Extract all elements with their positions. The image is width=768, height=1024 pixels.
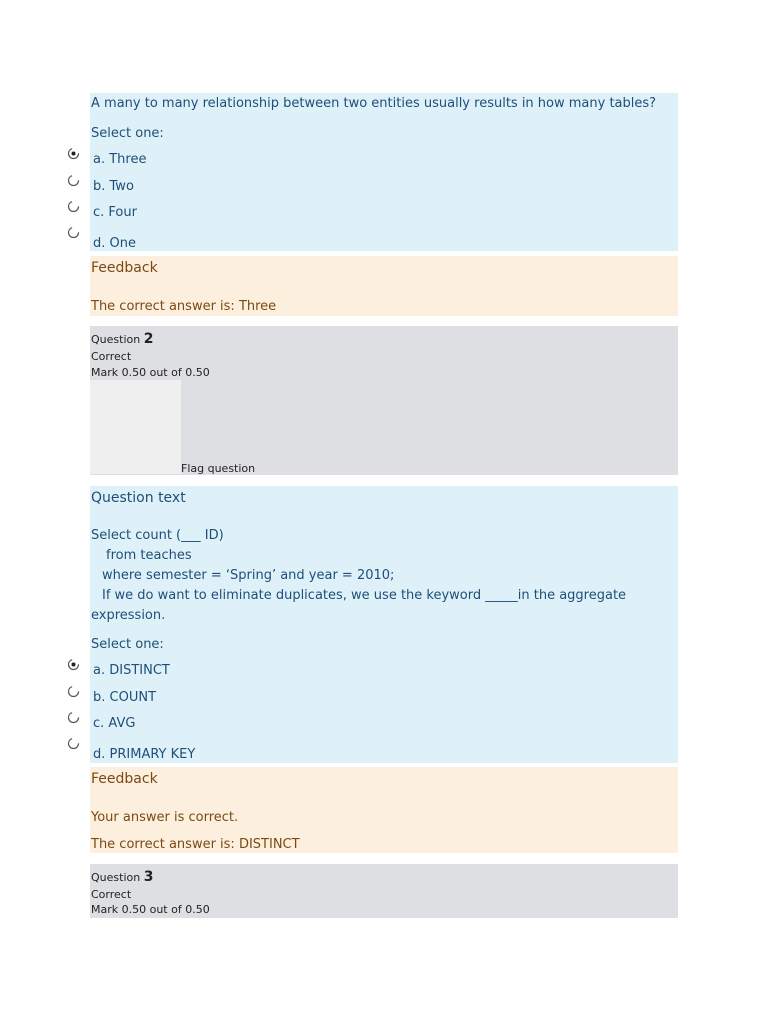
question3-number: 3 xyxy=(143,869,154,885)
question2-option-b[interactable]: b. COUNT xyxy=(93,690,157,705)
radio-selected-icon xyxy=(67,658,80,671)
question3-state: Correct xyxy=(91,888,132,901)
question2-label: Question xyxy=(91,333,141,346)
radio-unselected-icon xyxy=(67,737,80,750)
question2-mark: Mark 0.50 out of 0.50 xyxy=(91,366,210,379)
question1-option-a-radio[interactable] xyxy=(67,147,80,160)
question2-option-d[interactable]: d. PRIMARY KEY xyxy=(93,747,196,762)
question2-text-line-5: expression. xyxy=(91,608,166,623)
question1-option-b-radio[interactable] xyxy=(67,174,80,187)
radio-unselected-icon xyxy=(67,226,80,239)
question3-label: Question xyxy=(91,871,141,884)
question1-text-box xyxy=(90,93,678,251)
question1-option-c-radio[interactable] xyxy=(67,200,80,213)
question2-number: 2 xyxy=(143,331,154,347)
question1-option-b[interactable]: b. Two xyxy=(93,179,134,194)
question2-text-line-4: If we do want to eliminate duplicates, we use the keyword _____in the aggregate xyxy=(102,588,627,603)
question2-correct-answer: The correct answer is: DISTINCT xyxy=(91,837,300,852)
question2-feedback-title: Feedback xyxy=(91,771,158,787)
question2-text-title: Question text xyxy=(91,490,186,506)
question2-heading xyxy=(91,331,153,347)
question2-option-c-radio[interactable] xyxy=(67,711,80,724)
question1-option-c[interactable]: c. Four xyxy=(93,205,137,220)
question1-option-d[interactable]: d. One xyxy=(93,236,136,251)
question2-option-a-radio[interactable] xyxy=(67,658,80,671)
question2-select-label: Select one: xyxy=(91,637,164,652)
flag-question-image[interactable] xyxy=(90,380,181,474)
flag-question-link[interactable]: Flag question xyxy=(181,462,256,475)
question2-text-line-2: from teaches xyxy=(106,548,192,563)
question2-option-c[interactable]: c. AVG xyxy=(93,716,136,731)
question1-feedback-title: Feedback xyxy=(91,260,158,276)
radio-unselected-icon xyxy=(67,174,80,187)
question2-option-a[interactable]: a. DISTINCT xyxy=(93,663,170,678)
question2-text-line-3: where semester = ‘Spring’ and year = 2010; xyxy=(102,568,395,583)
question1-option-a[interactable]: a. Three xyxy=(93,152,147,167)
radio-selected-icon xyxy=(67,147,80,160)
question3-mark: Mark 0.50 out of 0.50 xyxy=(91,903,210,916)
radio-unselected-icon xyxy=(67,685,80,698)
question1-text: A many to many relationship between two entities usually results in how many tables? xyxy=(91,96,657,111)
radio-unselected-icon xyxy=(67,711,80,724)
question2-state: Correct xyxy=(91,350,132,363)
question1-correct-answer: The correct answer is: Three xyxy=(91,299,277,314)
question2-option-b-radio[interactable] xyxy=(67,685,80,698)
question1-select-label: Select one: xyxy=(91,126,164,141)
question2-feedback-msg: Your answer is correct. xyxy=(91,810,239,825)
question2-text-line-1: Select count (___ ID) xyxy=(91,528,224,543)
question1-option-d-radio[interactable] xyxy=(67,226,80,239)
question3-heading xyxy=(91,869,153,885)
radio-unselected-icon xyxy=(67,200,80,213)
question2-option-d-radio[interactable] xyxy=(67,737,80,750)
